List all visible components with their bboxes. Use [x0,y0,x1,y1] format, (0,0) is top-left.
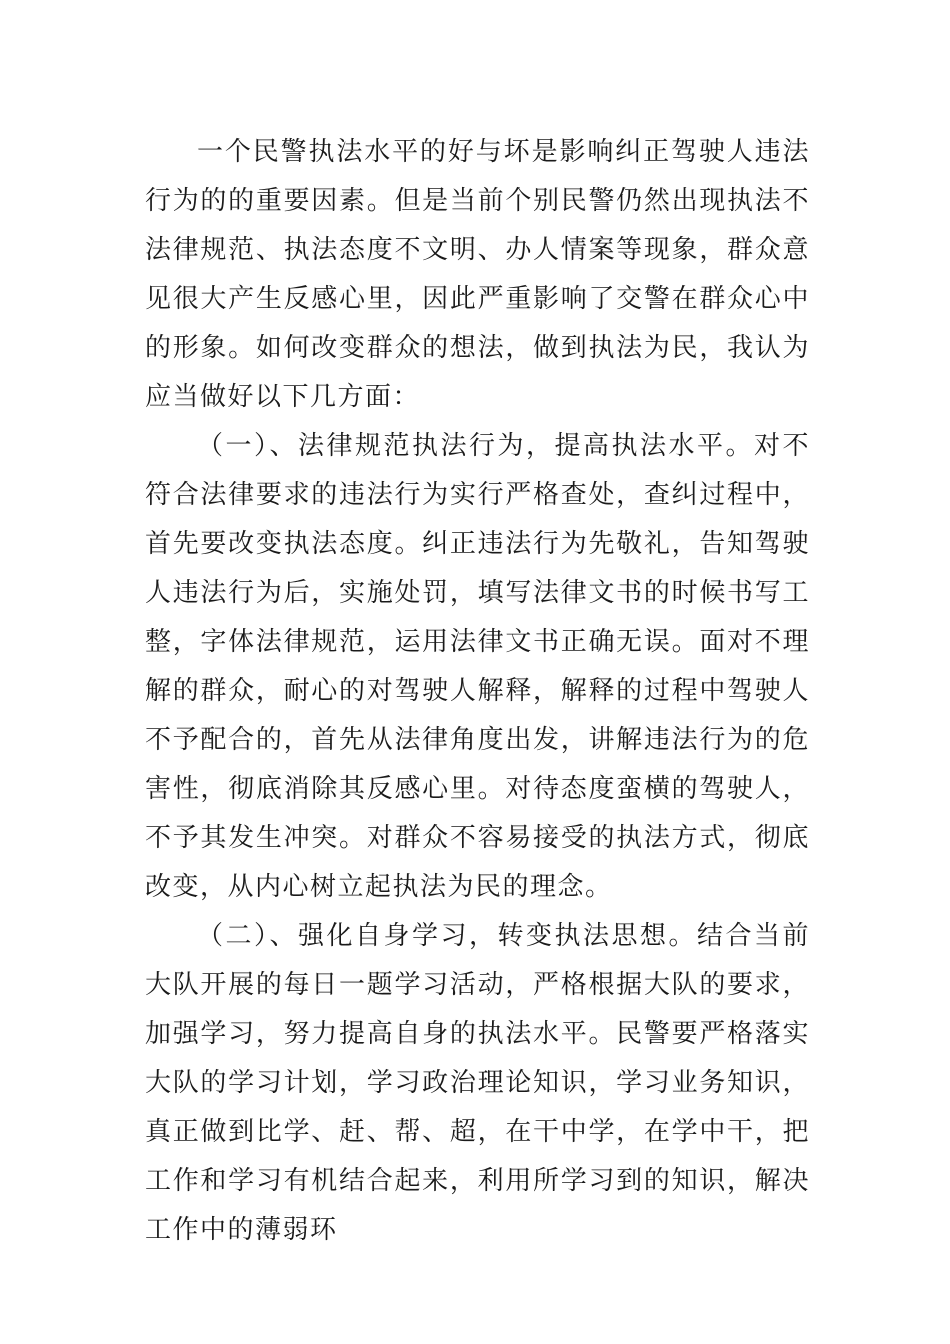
paragraph-section-1: （一）、法律规范执法行为，提高执法水平。对不符合法律要求的违法行为实行严格查处，查纠过程中，首先要改变执法态度。纠正违法行为先敬礼，告知驾驶人违法行为后，实施处罚，填写法律文书的时候书写工整，字体法律规范，运用法律文书正确无误。面对不理解的群众，耐心的对驾驶人解释，解释的过程中驾驶人不予配合的，首先从法律角度出发，讲解违法行为的危害性，彻底消除其反感心里。对待态度蛮横的驾驶人，不予其发生冲突。对群众不容易接受的执法方式，彻底改变，从内心树立起执法为民的理念。 [145,431,810,902]
paragraph-intro: 一个民警执法水平的好与坏是影响纠正驾驶人违法行为的的重要因素。但是当前个别民警仍然出现执法不法律规范、执法态度不文明、办人情案等现象，群众意见很大产生反感心里，因此严重影响了交警在群众心中的形象。如何改变群众的想法，做到执法为民，我认为应当做好以下几方面： [145,137,810,412]
document-body [145,128,810,1255]
paragraph-section-2: （二）、强化自身学习，转变执法思想。结合当前大队开展的每日一题学习活动，严格根据大队的要求，加强学习，努力提高自身的执法水平。民警要严格落实大队的学习计划，学习政治理论知识，学习业务知识，真正做到比学、赶、帮、超，在干中学，在学中干，把工作和学习有机结合起来，利用所学习到的知识，解决工作中的薄弱环 [145,921,810,1245]
